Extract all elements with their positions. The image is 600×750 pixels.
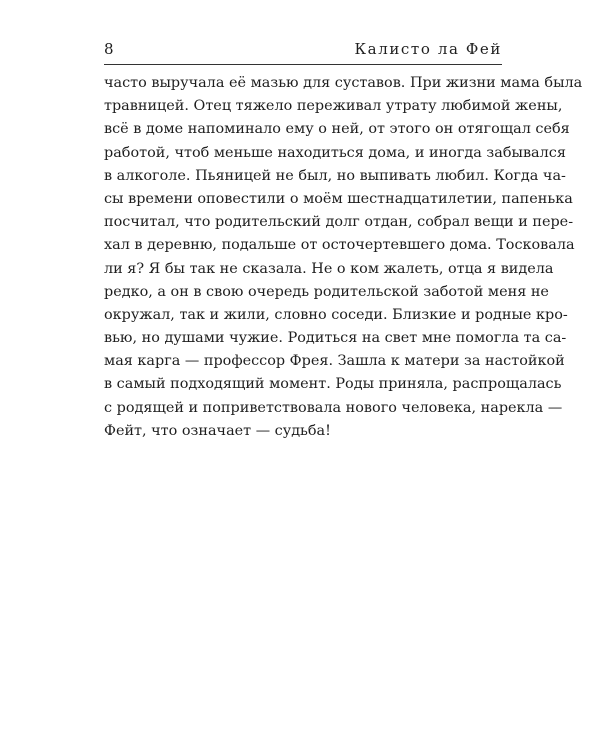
text-line: Фейт, что означает — судьба! xyxy=(104,422,331,439)
text-line: в алкоголе. Пьяницей не был, но выпивать любил. Когда ча- xyxy=(104,167,566,184)
text-line: мая карга — профессор Фрея. Зашла к матери за настойкой xyxy=(104,353,565,370)
text-line: травницей. Отец тяжело переживал утрату любимой жены, xyxy=(104,98,563,115)
text-line: вью, но душами чужие. Родиться на свет мне помогла та са- xyxy=(104,330,567,347)
text-line: окружал, так и жили, словно соседи. Близкие и родные кро- xyxy=(104,306,568,323)
running-header xyxy=(104,34,502,65)
text-line: сы времени оповестили о моём шестнадцатилетии, папенька xyxy=(104,190,573,207)
running-title: Калисто ла Фей xyxy=(354,40,502,58)
text-line: редко, а он в свою очередь родительской заботой меня не xyxy=(104,283,549,300)
text-line: работой, чтоб меньше находиться дома, и иногда забывался xyxy=(104,144,566,161)
text-line: ли я? Я бы так не сказала. Не о ком жалеть, отца я видела xyxy=(104,260,554,277)
text-line: с родящей и поприветствовала нового человека, нарекла — xyxy=(104,399,563,416)
text-line: посчитал, что родительский долг отдан, собрал вещи и пере- xyxy=(104,214,574,231)
text-line: часто выручала её мазью для суставов. При жизни мама была xyxy=(104,75,583,91)
body-paragraph xyxy=(104,72,583,443)
text-line: всё в доме напоминало ему о ней, от этого он отягощал себя xyxy=(104,121,570,138)
text-line: хал в деревню, подальше от осточертевшего дома. Тосковала xyxy=(104,237,575,254)
text-line: в самый подходящий момент. Роды приняла, распрощалась xyxy=(104,376,562,393)
page-number: 8 xyxy=(104,40,115,58)
